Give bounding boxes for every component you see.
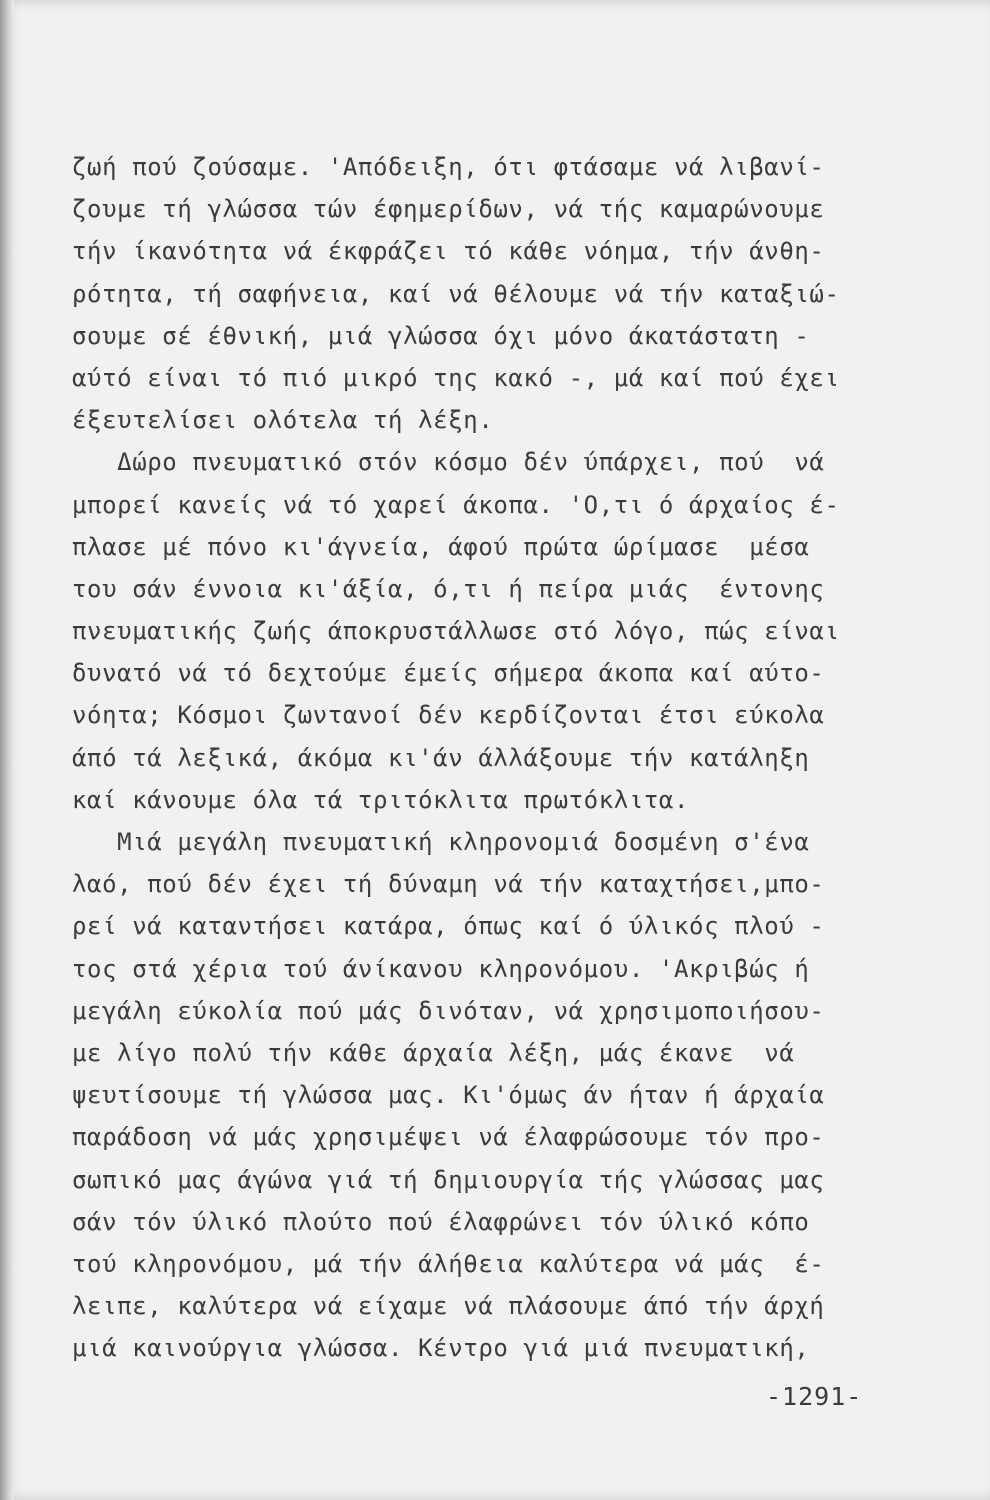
- text-line: ζωή πού ζούσαμε. 'Απόδειξη, ότι φτάσαμε νά λιβανί-: [72, 153, 825, 181]
- text-line: αύτό είναι τό πιό μικρό της κακό -, μά καί πού έχει: [72, 363, 840, 392]
- text-line: τήν ίκανότητα νά έκφράζει τό κάθε νόημα, τήν άνθη-: [72, 237, 825, 266]
- text-line: λαό, πού δέν έχει τή δύναμη νά τήν καταχτήσει,μπο-: [72, 870, 825, 899]
- text-line: ζουμε τή γλώσσα τών έφημερίδων, νά τής καμαρώνουμε: [72, 195, 825, 224]
- page-number: -1291-: [766, 1382, 863, 1411]
- text-line: λειπε, καλύτερα νά είχαμε νά πλάσουμε άπό τήν άρχή: [72, 1292, 825, 1321]
- text-line: καί κάνουμε όλα τά τριτόκλιτα πρωτόκλιτα.: [72, 785, 690, 814]
- text-line: μπορεί κανείς νά τό χαρεί άκοπα. 'Ο,τι ό άρχαίος έ-: [72, 490, 840, 519]
- text-line: άπό τά λεξικά, άκόμα κι'άν άλλάξουμε τήν κατάληξη: [72, 743, 810, 772]
- body-text: [72, 146, 932, 1369]
- text-line: σουμε σέ έθνική, μιά γλώσσα όχι μόνο άκατάστατη -: [72, 321, 810, 350]
- text-line: πνευματικής ζωής άποκρυστάλλωσε στό λόγο, πώς είναι: [72, 617, 840, 646]
- text-line: παράδοση νά μάς χρησιμέψει νά έλαφρώσουμε τόν προ-: [72, 1123, 825, 1152]
- text-line: τού κληρονόμου, μά τήν άλήθεια καλύτερα νά μάς έ-: [72, 1249, 825, 1278]
- text-line: σάν τόν ύλικό πλούτο πού έλαφρώνει τόν ύλικό κόπο: [72, 1207, 810, 1236]
- text-line: δυνατό νά τό δεχτούμε έμείς σήμερα άκοπα καί αύτο-: [72, 659, 825, 688]
- text-line: νόητα; Κόσμοι ζωντανοί δέν κερδίζονται έτσι εύκολα: [72, 701, 825, 730]
- text-line: Μιά μεγάλη πνευματική κληρονομιά δοσμένη σ'ένα: [72, 828, 810, 856]
- page-binding-edge: [0, 0, 14, 1500]
- text-line: τος στά χέρια τού άνίκανου κληρονόμου. 'Ακριβώς ή: [72, 954, 810, 983]
- text-line: ψευτίσουμε τή γλώσσα μας. Κι'όμως άν ήταν ή άρχαία: [72, 1081, 825, 1110]
- text-line: του σάν έννοια κι'άξία, ό,τι ή πείρα μιάς έντονης: [72, 574, 825, 603]
- text-line: έξευτελίσει ολότελα τή λέξη.: [72, 406, 494, 435]
- text-line: σωπικό μας άγώνα γιά τή δημιουργία τής γλώσσας μας: [72, 1165, 825, 1194]
- text-line: ρεί νά καταντήσει κατάρα, όπως καί ό ύλικός πλού -: [72, 912, 825, 941]
- text-line: πλασε μέ πόνο κι'άγνεία, άφού πρώτα ώρίμασε μέσα: [72, 532, 810, 561]
- text-line: ρότητα, τή σαφήνεια, καί νά θέλουμε νά τήν καταξιώ-: [72, 279, 840, 308]
- text-line: μεγάλη εύκολία πού μάς δινόταν, νά χρησιμοποιήσου-: [72, 996, 825, 1025]
- text-line: με λίγο πολύ τήν κάθε άρχαία λέξη, μάς έκανε νά: [72, 1038, 795, 1067]
- text-line: Δώρο πνευματικό στόν κόσμο δέν ύπάρχει, πού νά: [72, 448, 825, 477]
- text-line: μιά καινούργια γλώσσα. Κέντρο γιά μιά πνευματική,: [72, 1334, 810, 1363]
